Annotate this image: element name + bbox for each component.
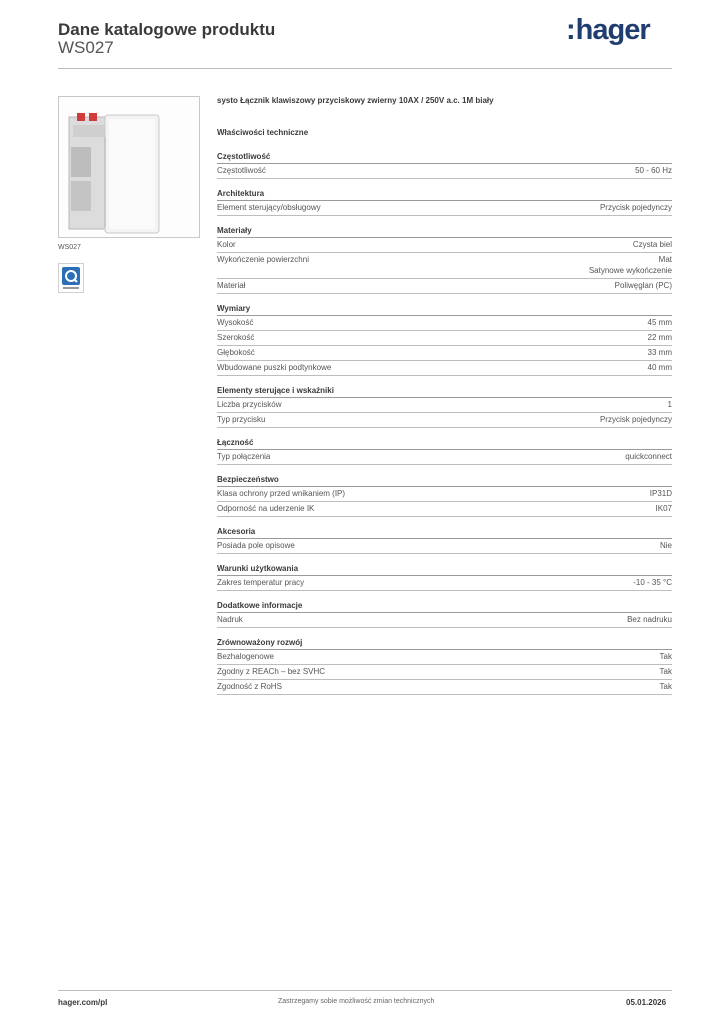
spec-label: Zgodność z RoHS xyxy=(217,682,282,691)
spec-value: Tak xyxy=(659,667,672,676)
spec-value: Poliwęglan (PC) xyxy=(614,281,672,290)
spec-group-title: Elementy sterujące i wskaźniki xyxy=(217,386,672,398)
quality-cert-icon xyxy=(58,263,84,293)
spec-value: Tak xyxy=(659,682,672,691)
spec-group-title: Materiały xyxy=(217,226,672,238)
spec-label: Klasa ochrony przed wnikaniem (IP) xyxy=(217,489,346,498)
spec-value: IP31D xyxy=(649,489,672,498)
spec-row xyxy=(217,398,672,413)
spec-label: Typ połączenia xyxy=(217,452,271,461)
image-caption: WS027 xyxy=(58,244,81,251)
footer-date: 05.01.2026 xyxy=(626,998,667,1007)
spec-group xyxy=(217,564,672,591)
spec-row xyxy=(217,650,672,665)
spec-row xyxy=(217,680,672,695)
spec-group xyxy=(217,475,672,517)
spec-row xyxy=(217,539,672,554)
spec-label: Głębokość xyxy=(217,348,255,357)
hager-logo: :hager xyxy=(566,14,650,46)
spec-value: IK07 xyxy=(655,504,672,513)
spec-row xyxy=(217,238,672,253)
spec-group-title: Łączność xyxy=(217,438,672,450)
spec-value: 40 mm xyxy=(647,363,672,372)
spec-value: quickconnect xyxy=(625,452,672,461)
spec-label: Posiada pole opisowe xyxy=(217,541,295,550)
spec-group-title: Zrównoważony rozwój xyxy=(217,638,672,650)
spec-row xyxy=(217,201,672,216)
spec-group xyxy=(217,189,672,216)
switch-product-photo xyxy=(59,97,199,237)
spec-label: Element sterujący/obsługowy xyxy=(217,203,321,212)
spec-group xyxy=(217,304,672,376)
spec-row xyxy=(217,665,672,680)
spec-row xyxy=(217,502,672,517)
spec-row xyxy=(217,613,672,628)
spec-value: -10 - 35 °C xyxy=(633,578,672,587)
spec-row xyxy=(217,331,672,346)
spec-value: 1 xyxy=(667,400,672,409)
spec-group xyxy=(217,638,672,695)
spec-label: Odporność na uderzenie IK xyxy=(217,504,315,513)
spec-value: Przycisk pojedynczy xyxy=(599,415,672,424)
spec-group-title: Akcesoria xyxy=(217,527,672,539)
spec-label: Wbudowane puszki podtynkowe xyxy=(217,363,332,372)
spec-group xyxy=(217,152,672,179)
spec-group-title: Architektura xyxy=(217,189,672,201)
spec-list xyxy=(217,96,672,695)
spec-group xyxy=(217,601,672,628)
spec-label: Nadruk xyxy=(217,615,243,624)
spec-value: Mat Satynowe wykończenie xyxy=(588,255,672,275)
spec-label: Szerokość xyxy=(217,333,255,342)
spec-value: Czysta biel xyxy=(632,240,672,249)
footer-divider xyxy=(58,990,672,991)
spec-value: 45 mm xyxy=(647,318,672,327)
spec-label: Zgodny z REACh – bez SVHC xyxy=(217,667,326,676)
spec-row xyxy=(217,253,672,279)
spec-row xyxy=(217,487,672,502)
product-code: WS027 xyxy=(58,38,114,57)
logo-text: hager xyxy=(575,14,650,46)
spec-group-title: Warunki użytkowania xyxy=(217,564,672,576)
spec-row xyxy=(217,413,672,428)
spec-value: Przycisk pojedynczy xyxy=(599,203,672,212)
spec-label: Typ przycisku xyxy=(217,415,266,424)
spec-label: Wykończenie powierzchni xyxy=(217,255,309,264)
spec-group-title: Częstotliwość xyxy=(217,152,672,164)
spec-row xyxy=(217,316,672,331)
spec-row xyxy=(217,450,672,465)
header-divider xyxy=(58,68,672,69)
section-title: Właściwości techniczne xyxy=(217,128,309,137)
spec-row xyxy=(217,346,672,361)
spec-value: Bez nadruku xyxy=(627,615,672,624)
product-image xyxy=(58,96,200,238)
spec-group xyxy=(217,386,672,428)
spec-label: Kolor xyxy=(217,240,236,249)
spec-group xyxy=(217,438,672,465)
spec-group-title: Bezpieczeństwo xyxy=(217,475,672,487)
spec-value: 33 mm xyxy=(647,348,672,357)
spec-group xyxy=(217,226,672,294)
spec-value: 50 - 60 Hz xyxy=(635,166,672,175)
spec-value: Tak xyxy=(659,652,672,661)
spec-label: Zakres temperatur pracy xyxy=(217,578,305,587)
spec-row xyxy=(217,361,672,376)
spec-row xyxy=(217,164,672,179)
spec-label: Bezhalogenowe xyxy=(217,652,274,661)
spec-label: Materiał xyxy=(217,281,246,290)
spec-label: Liczba przycisków xyxy=(217,400,282,409)
spec-group-title: Wymiary xyxy=(217,304,672,316)
spec-label: Częstotliwość xyxy=(217,166,266,175)
footer-website: hager.com/pl xyxy=(58,998,108,1007)
spec-row xyxy=(217,576,672,591)
product-description: systo Łącznik klawiszowy przyciskowy zwierny 10AX / 250V a.c. 1M biały xyxy=(217,96,494,105)
spec-row xyxy=(217,279,672,294)
spec-label: Wysokość xyxy=(217,318,254,327)
spec-group-title: Dodatkowe informacje xyxy=(217,601,672,613)
spec-value: 22 mm xyxy=(647,333,672,342)
page-title: Dane katalogowe produktu xyxy=(58,20,276,39)
spec-group xyxy=(217,527,672,554)
spec-value: Nie xyxy=(659,541,672,550)
footer-disclaimer: Zastrzegamy sobie możliwość zmian technicznych xyxy=(278,998,435,1005)
